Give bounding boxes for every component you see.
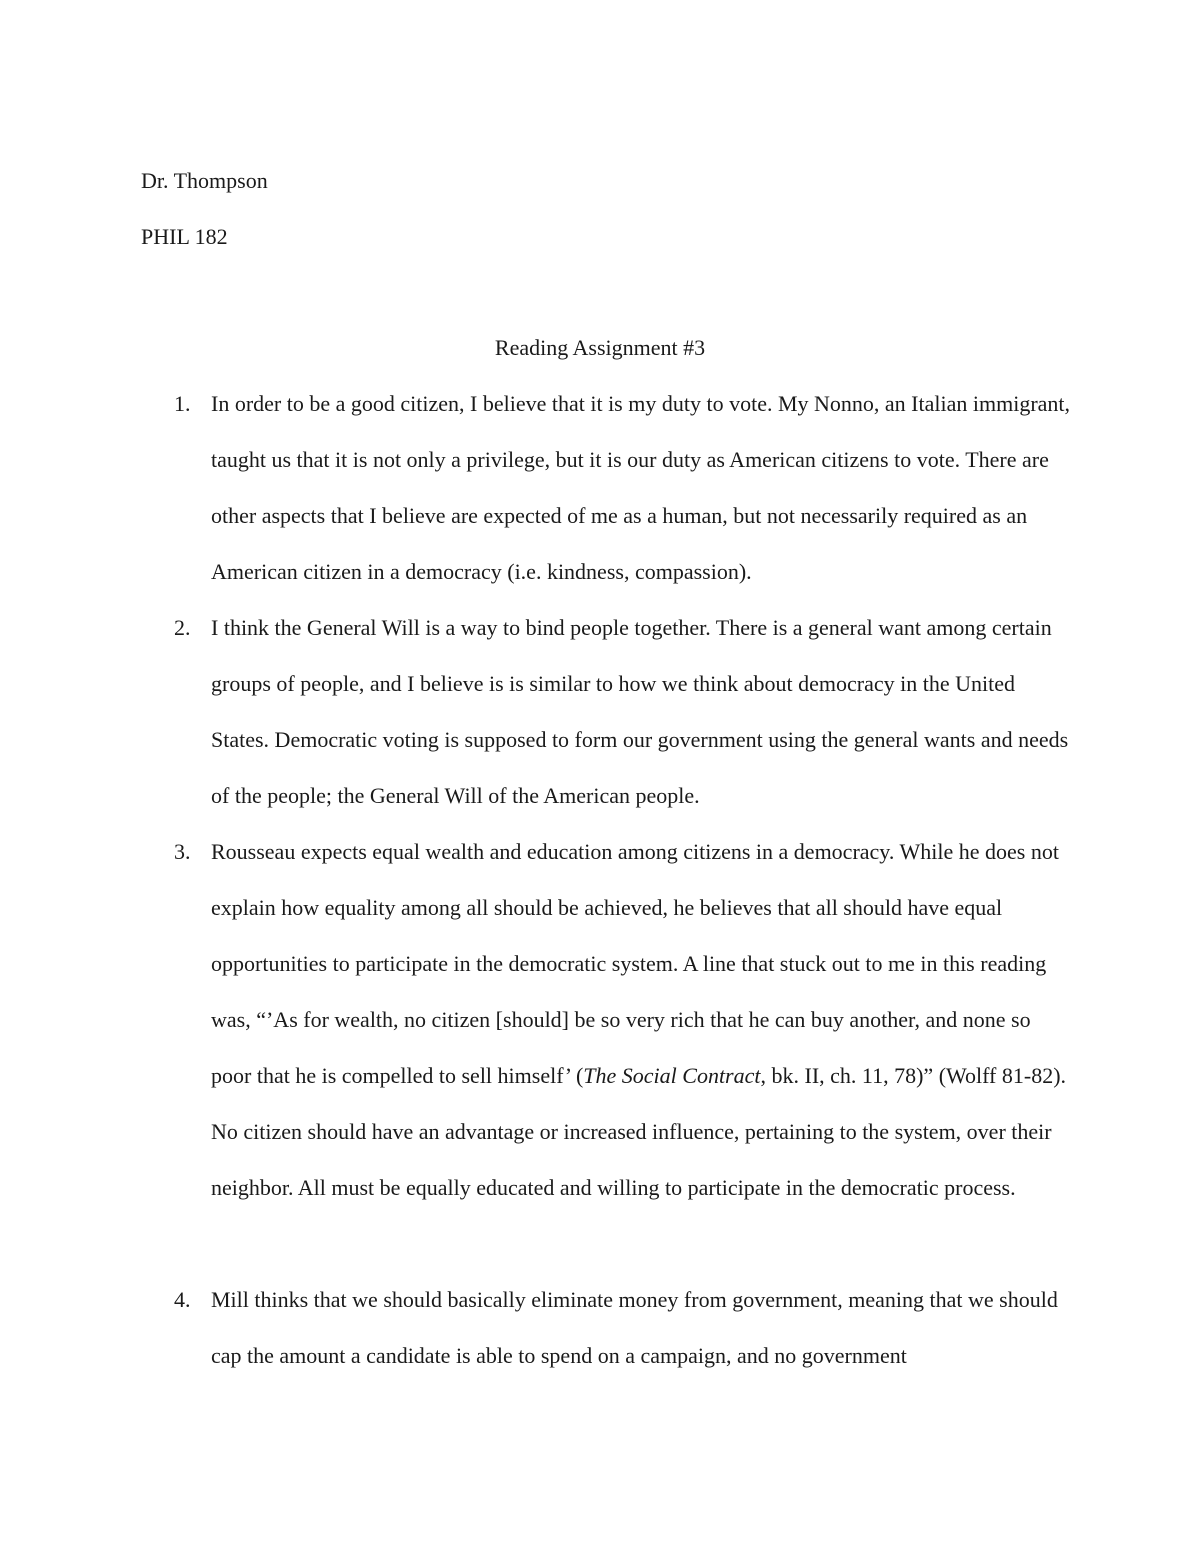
list-item-text [211,824,1071,1216]
list-item-text [211,1272,1071,1384]
list-item-number: 3. [174,839,191,864]
list-item-number: 1. [174,391,191,416]
item-4-paragraph: Mill thinks that we should basically eliminate money from government, meaning that we should cap the amount a candidate is able to spend on a campaign, and no government [211,1287,1058,1368]
item-3-paragraph [211,824,1071,1216]
list-item-number: 4. [174,1287,191,1312]
item-2-paragraph: I think the General Will is a way to bind people together. There is a general want among certain groups of people, and I believe is is similar to how we think about democracy in the United States. Democratic voting is supposed to form our government using the general wants and needs of the people; the General Will of the American people. [211,615,1069,808]
item-3-text-after-citation: , bk. II, ch. 11, 78)” (Wolff 81-82). No citizen should have an advantage or increased influence, pertaining to the system, over their neighbor. All must be equally educated and willing to participate in the democratic process. [211,1063,1067,1200]
item-3-text-before-citation: Rousseau expects equal wealth and education among citizens in a democracy. While he does not explain how equality among all should be achieved, he believes that all should have equal opportunities to participate in the democratic system. A line that stuck out to me in this reading was, “’As for wealth, no citizen [should] be so very rich that he can buy another, and none so poor that he is compelled to sell himself’ ( [211,839,1059,1088]
list-item-text [211,600,1071,824]
course-code: PHIL 182 [141,224,228,249]
instructor-name: Dr. Thompson [141,168,268,193]
citation-title: The Social Contract [583,1063,761,1088]
item-1-paragraph: In order to be a good citizen, I believe that it is my duty to vote. My Nonno, an Italian immigrant, taught us that it is not only a privilege, but it is our duty as American citizens to vote. There are other aspects that I believe are expected of me as a human, but not necessarily required as an American citizen in a democracy (i.e. kindness, compassion). [211,391,1071,584]
list-item-text [211,376,1071,600]
list-item-number: 2. [174,615,191,640]
document-title: Reading Assignment #3 [494,335,706,360]
